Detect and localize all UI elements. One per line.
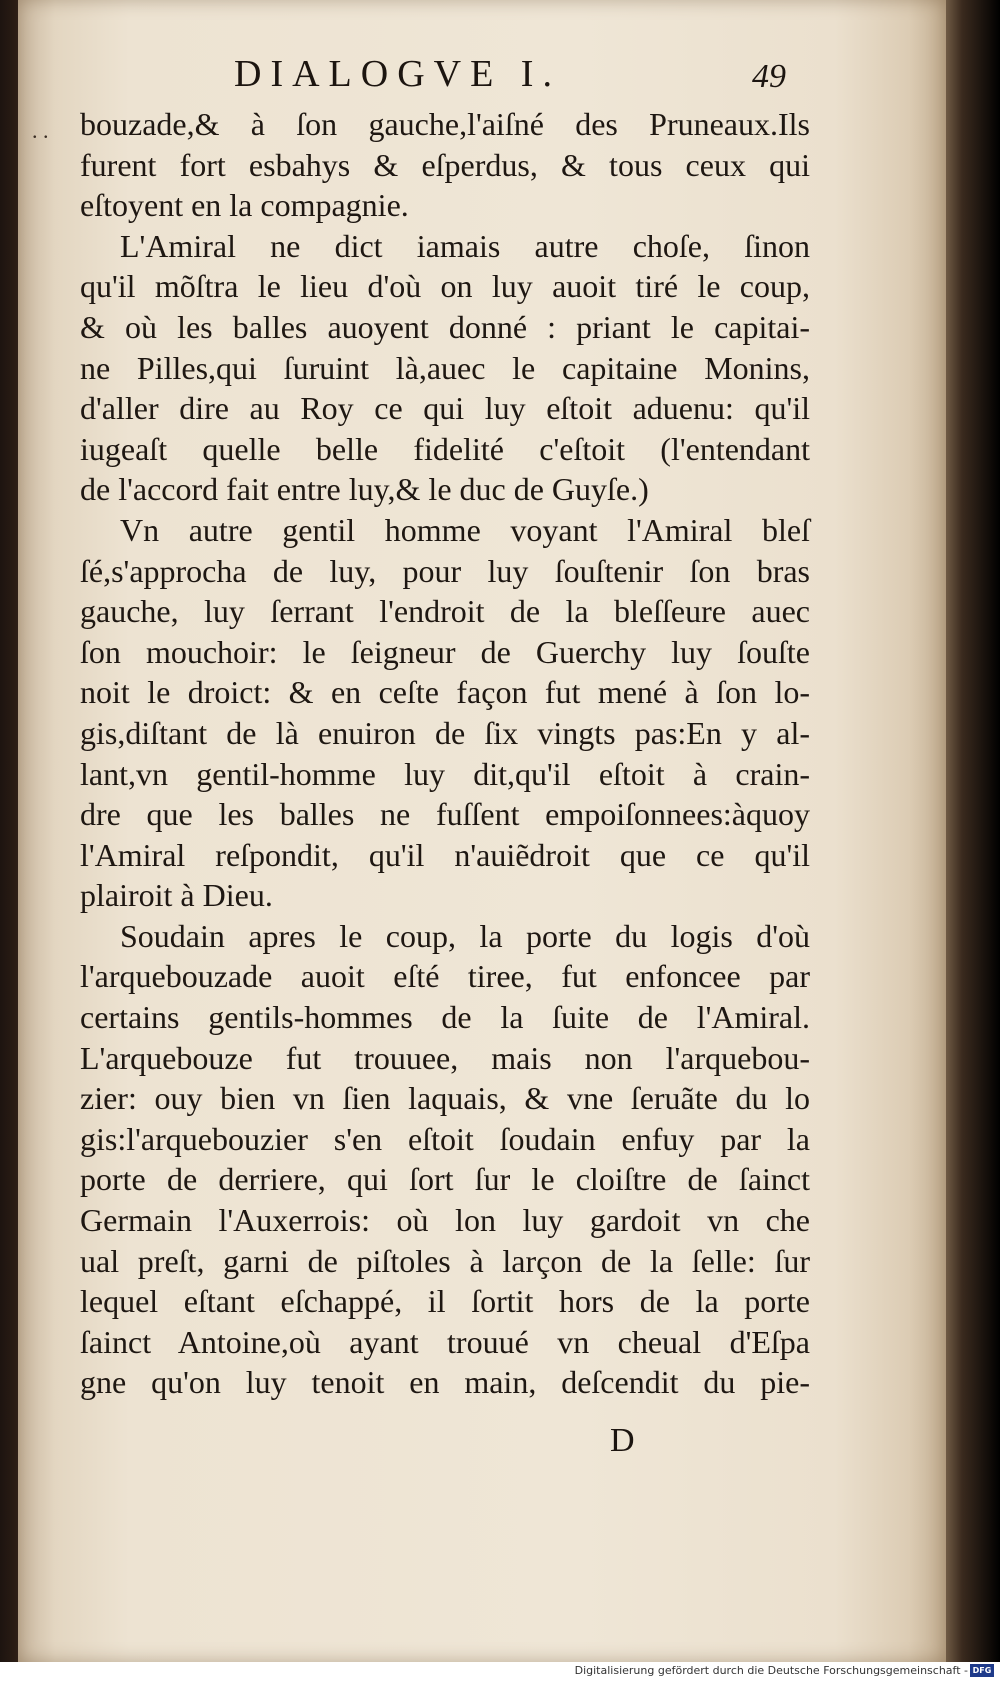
- text-line: Germain l'Auxerrois: où lon luy gardoit vn che: [80, 1202, 810, 1239]
- text-line: plairoit à Dieu.: [80, 877, 273, 914]
- text-line: l'Amiral reſpondit, qu'il n'auiẽdroit que ce qu'il: [80, 836, 810, 873]
- running-head: DIALOGVE I.: [234, 53, 561, 95]
- text-line: de l'accord fait entre luy,& le duc de Guyſe.): [80, 471, 649, 508]
- page-header: [0, 52, 1000, 112]
- text-line: eſtoyent en la compagnie.: [80, 187, 409, 224]
- text-line: ſé,s'approcha de luy, pour luy ſouſtenir ſon bras: [80, 552, 810, 589]
- text-line: gis,diſtant de là enuiron de ſix vingts pas:En y al-: [80, 714, 810, 751]
- text-line: furent fort esbahys & eſperdus, & tous ceux qui: [80, 146, 810, 183]
- text-line: & où les balles auoyent donné : priant le capitai-: [80, 308, 810, 345]
- text-line: l'arquebouzade auoit eſté tiree, fut enfoncee par: [80, 958, 810, 995]
- digitization-credit: Digitalisierung gefördert durch die Deutsche Forschungsgemeinschaft -: [574, 1664, 968, 1677]
- page-edge-shadow: [946, 0, 1000, 1662]
- body-text: [80, 104, 810, 1403]
- text-line: ſainct Antoine,où ayant trouué vn cheual d'Eſpa: [80, 1323, 810, 1360]
- signature-mark: D: [610, 1422, 635, 1459]
- text-line: certains gentils-hommes de la ſuite de l'Amiral.: [80, 999, 810, 1036]
- text-line: gauche, luy ſerrant l'endroit de la bleſſeure auec: [80, 593, 810, 630]
- text-line: Vn autre gentil homme voyant l'Amiral bleſ: [120, 511, 810, 548]
- text-line: dre que les balles ne fuſſent empoiſonnees:àquoy: [80, 796, 810, 833]
- text-line: iugeaſt quelle belle fidelité c'eſtoit (l'entendant: [80, 430, 810, 467]
- margin-mark: . .: [32, 118, 49, 143]
- text-line: noit le droict: & en ceſte façon fut mené à ſon lo-: [80, 674, 810, 711]
- text-line: lequel eſtant eſchappé, il ſortit hors de la porte: [80, 1283, 810, 1320]
- dfg-logo-icon: DFG: [970, 1664, 994, 1677]
- text-line: L'arquebouze fut trouuee, mais non l'arquebou-: [80, 1039, 810, 1076]
- text-line: lant,vn gentil-homme luy dit,qu'il eſtoit à crain-: [80, 755, 810, 792]
- text-line: qu'il mõſtra le lieu d'où on luy auoit tiré le coup,: [80, 268, 810, 305]
- text-line: gne qu'on luy tenoit en main, deſcendit du pie-: [80, 1364, 810, 1401]
- text-line: L'Amiral ne dict iamais autre choſe, ſinon: [120, 227, 810, 264]
- text-line: Soudain apres le coup, la porte du logis d'où: [120, 917, 810, 954]
- text-line: gis:l'arquebouzier s'en eſtoit ſoudain enfuy par la: [80, 1120, 810, 1157]
- text-line: bouzade,& à ſon gauche,l'aiſné des Pruneaux.Ils: [80, 106, 810, 142]
- page-number: 49: [752, 58, 786, 95]
- text-line: porte de derriere, qui ſort ſur le cloiſtre de ſainct: [80, 1161, 810, 1198]
- text-line: ſon mouchoir: le ſeigneur de Guerchy luy ſouſte: [80, 633, 810, 670]
- text-line: zier: ouy bien vn ſien laquais, & vne ſeruãte du lo: [80, 1080, 810, 1117]
- text-line: ne Pilles,qui ſuruint là,auec le capitaine Monins,: [80, 349, 810, 386]
- text-line: d'aller dire au Roy ce qui luy eſtoit aduenu: qu'il: [80, 390, 810, 427]
- text-line: ual preſt, garni de piſtoles à larçon de la ſelle: ſur: [80, 1242, 810, 1279]
